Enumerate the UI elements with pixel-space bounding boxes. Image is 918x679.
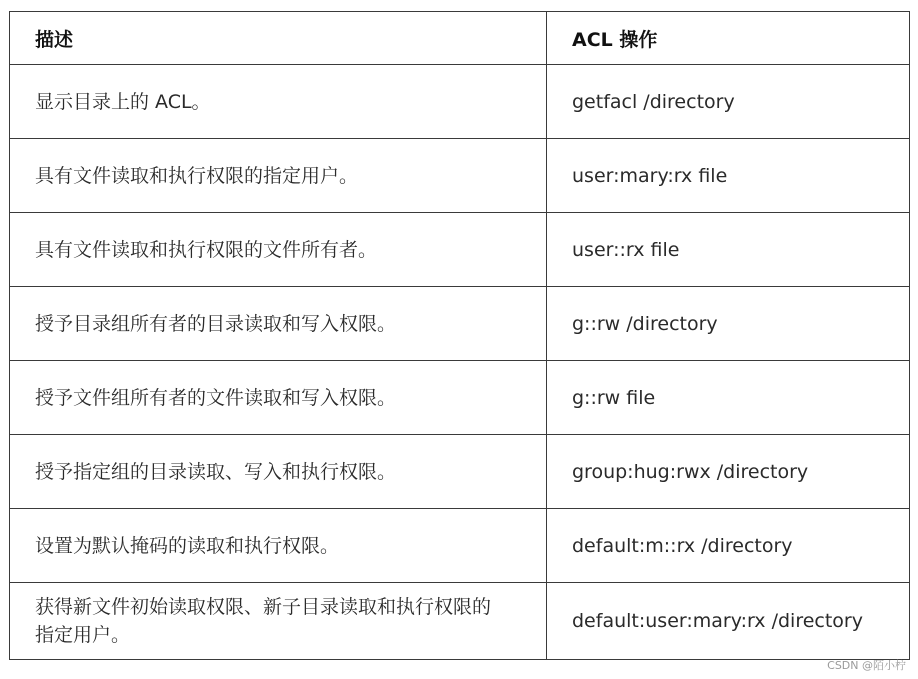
row-acl-operation: default:user:mary:rx /directory: [547, 583, 910, 660]
row-description: 授予指定组的目录读取、写入和执行权限。: [10, 435, 547, 509]
table-row: [10, 213, 910, 287]
acl-table: [9, 11, 910, 660]
table-row: [10, 435, 910, 509]
row-acl-operation: g::rw file: [547, 361, 910, 435]
watermark: CSDN @陌小柠: [827, 659, 906, 672]
row-description: 具有文件读取和执行权限的文件所有者。: [10, 213, 547, 287]
row-acl-operation: group:hug:rwx /directory: [547, 435, 910, 509]
table-row: [10, 583, 910, 660]
row-acl-operation: default:m::rx /directory: [547, 509, 910, 583]
row-acl-operation: g::rw /directory: [547, 287, 910, 361]
header-description: 描述: [10, 12, 547, 65]
row-description: 获得新文件初始读取权限、新子目录读取和执行权限的指定用户。: [10, 583, 547, 660]
header-acl-operation: ACL 操作: [547, 12, 910, 65]
row-description: 授予文件组所有者的文件读取和写入权限。: [10, 361, 547, 435]
table-row: [10, 139, 910, 213]
table-row: [10, 361, 910, 435]
row-description: 具有文件读取和执行权限的指定用户。: [10, 139, 547, 213]
row-acl-operation: user:mary:rx file: [547, 139, 910, 213]
row-acl-operation: user::rx file: [547, 213, 910, 287]
table-row: [10, 509, 910, 583]
table-header-row: [10, 12, 910, 65]
row-acl-operation: getfacl /directory: [547, 65, 910, 139]
table-row: [10, 287, 910, 361]
row-description: 显示目录上的 ACL。: [10, 65, 547, 139]
row-description: 设置为默认掩码的读取和执行权限。: [10, 509, 547, 583]
table-row: [10, 65, 910, 139]
row-description: 授予目录组所有者的目录读取和写入权限。: [10, 287, 547, 361]
